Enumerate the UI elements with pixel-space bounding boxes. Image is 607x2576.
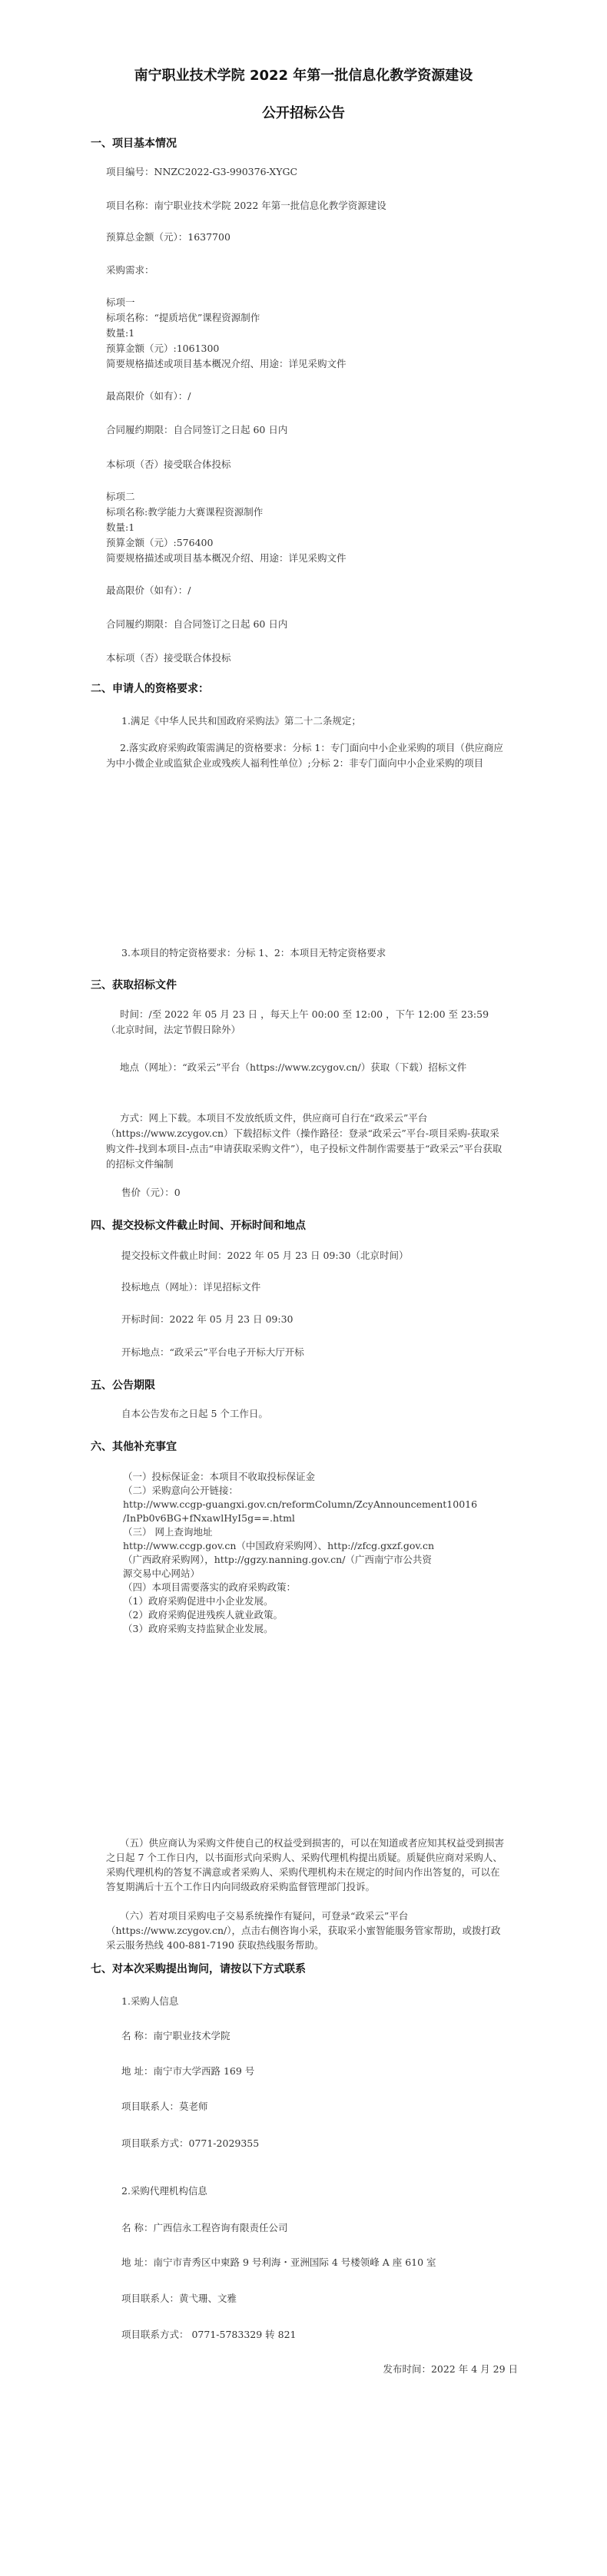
release-date: 发布时间：2022 年 4 月 29 日 <box>383 2363 518 2375</box>
agency-info-title: 2.采购代理机构信息 <box>121 2185 207 2197</box>
intent-link[interactable]: http://www.ccgp-guangxi.gov.cn/reformColumn/ZcyAnnouncement10016 <box>123 1498 478 1510</box>
qualification-item-1: 1.满足《中华人民共和国政府采购法》第二十二条规定； <box>121 715 361 727</box>
purchaser-address: 地 址：南宁市大学西路 169 号 <box>121 2065 255 2077</box>
obtain-time: 时间：/至 2022 年 05 月 23 日 ，每天上午 00:00 至 12:00 ，下午 12:00 至 23:59（北京时间，法定节假日除外） <box>106 1008 489 1035</box>
section-heading-5: 五、公告期限 <box>91 1379 155 1392</box>
project-name: 项目名称：南宁职业技术学院 2022 年第一批信息化教学资源建设 <box>106 200 386 211</box>
submission-deadline: 提交投标文件截止时间：2022 年 05 月 23 日 09:30（北京时间） <box>121 1250 409 1261</box>
policy-item: （1）政府采购促进中小企业发展。 <box>123 1595 274 1607</box>
supplement-line: 源交易中心网站） <box>123 1568 201 1579</box>
supplement-line: （三） 网上查询地址 <box>123 1526 213 1538</box>
section-heading-2: 二、申请人的资格要求： <box>91 683 209 695</box>
lot2-joint-bid: 本标项（否）接受联合体投标 <box>106 652 231 664</box>
document-price: 售价（元）：0 <box>121 1187 181 1198</box>
agency-name: 名 称：广西信永工程咨询有限责任公司 <box>121 2222 288 2233</box>
lot1-name: 标项名称：“提质培优”课程资源制作 <box>106 312 260 323</box>
purchaser-info-title: 1.采购人信息 <box>121 1995 179 2007</box>
submission-place: 投标地点（网址）：详见招标文件 <box>121 1281 261 1293</box>
lot1-period: 合同履约期限：自合同签订之日起 60 日内 <box>106 424 288 435</box>
lot2-budget: 预算金额（元）:576400 <box>106 537 214 548</box>
lot1-label: 标项一 <box>106 296 135 308</box>
agency-phone: 项目联系方式： 0771-5783329 转 821 <box>121 2329 297 2340</box>
qualification-item-3: 3.本项目的特定资格要求：分标 1、2：本项目无特定资格要求 <box>121 947 386 959</box>
policy-item: （2）政府采购促进残疾人就业政策。 <box>123 1609 283 1621</box>
purchaser-name: 名 称：南宁职业技术学院 <box>121 2030 231 2041</box>
budget-total: 预算总金额（元）：1637700 <box>106 231 231 243</box>
section-heading-4: 四、提交投标文件截止时间、开标时间和地点 <box>91 1220 306 1232</box>
agency-contact: 项目联系人：黄弋珊、文雅 <box>121 2293 237 2304</box>
section-heading-1: 一、项目基本情况 <box>91 137 177 150</box>
lot1-max-price: 最高限价（如有）：/ <box>106 390 191 402</box>
complaint-paragraph: （五）供应商认为采购文件使自己的权益受到损害的，可以在知道或者应知其权益受到损害之日起 7 个工作日内，以书面形式向采购人、采购代理机构提出质疑。质疑供应商对采购人、采购代理机构的答复不满意或者采购人、采购代理机构未在规定的时间内作出答复的，可以在答复期满后十五个工作日内向同级政府采购监督管理部门投诉。 <box>106 1837 505 1892</box>
lot1-joint-bid: 本标项（否）接受联合体投标 <box>106 459 231 470</box>
project-number: 项目编号：NNZC2022-G3-990376-XYGC <box>106 166 298 177</box>
lot1-budget: 预算金额（元）:1061300 <box>106 343 220 354</box>
notice-period: 自本公告发布之日起 5 个工作日。 <box>121 1408 268 1419</box>
page-title-line2: 公开招标公告 <box>262 105 345 121</box>
lot2-max-price: 最高限价（如有）：/ <box>106 584 191 596</box>
supplement-line: （二）采购意向公开链接： <box>123 1485 239 1496</box>
query-links-cont[interactable]: （广西政府采购网），http://ggzy.nanning.gov.cn/（广西南宁市公共资 <box>123 1554 432 1565</box>
lot2-description: 简要规格描述或项目基本概况介绍、用途：详见采购文件 <box>106 552 347 564</box>
obtain-place: 地点（网址）：“政采云”平台（https://www.zcygov.cn/）获取（下载）招标文件 <box>120 1061 467 1073</box>
supplement-line: （四）本项目需要落实的政府采购政策： <box>123 1581 297 1593</box>
page-title-line1: 南宁职业技术学院 2022 年第一批信息化教学资源建设 <box>134 68 473 84</box>
lot1-quantity: 数量:1 <box>106 327 135 339</box>
lot2-name: 标项名称:教学能力大赛课程资源制作 <box>106 506 264 518</box>
purchaser-phone: 项目联系方式：0771-2029355 <box>121 2137 260 2149</box>
system-help-paragraph: （六）若对项目采购电子交易系统操作有疑问，可登录“政采云”平台（https://www.zcygov.cn/），点击右侧咨询小采，获取采小蜜智能服务管家帮助，或拨打政采云服务热线 400-881-7190 获取热线服务帮助。 <box>106 1910 501 1951</box>
intent-link-cont[interactable]: /InPb0v6BG+fNxawlHyI5g==.html <box>123 1512 295 1524</box>
section-heading-7: 七、对本次采购提出询问，请按以下方式联系 <box>91 1963 306 1975</box>
opening-time: 开标时间：2022 年 05 月 23 日 09:30 <box>121 1313 294 1325</box>
requirement-label: 采购需求： <box>106 264 154 276</box>
query-links[interactable]: http://www.ccgp.gov.cn（中国政府采购网）、http://zfcg.gxzf.gov.cn <box>123 1540 435 1551</box>
supplement-line: （一）投标保证金：本项目不收取投标保证金 <box>123 1471 316 1482</box>
lot1-description: 简要规格描述或项目基本概况介绍、用途：详见采购文件 <box>106 358 347 369</box>
policy-item: （3）政府采购支持监狱企业发展。 <box>123 1623 274 1634</box>
purchaser-contact: 项目联系人：莫老师 <box>121 2101 208 2112</box>
lot2-quantity: 数量:1 <box>106 521 135 533</box>
opening-place: 开标地点：“政采云”平台电子开标大厅开标 <box>121 1346 304 1358</box>
obtain-method: 方式：网上下载。本项目不发放纸质文件，供应商可自行在“政采云”平台（https://www.zcygov.cn）下载招标文件（操作路径：登录“政采云”平台-项目采购-获取采购文件-找到本项目-点击“申请获取采购文件”），电子投标文件制作需要基于“政采云”平台获取的招标文件编制 <box>106 1112 503 1170</box>
section-heading-3: 三、获取招标文件 <box>91 979 177 992</box>
agency-address: 地 址：南宁市青秀区中柬路 9 号利海・亚洲国际 4 号楼领峰 A 座 610 室 <box>121 2256 436 2268</box>
section-heading-6: 六、其他补充事宜 <box>91 1441 177 1453</box>
qualification-item-2: 2.落实政府采购政策需满足的资格要求：分标 1：专门面向中小企业采购的项目（供应商应为中小微企业或监狱企业或残疾人福利性单位）;分标 2：非专门面向中小企业采购的项目 <box>106 742 503 769</box>
lot2-period: 合同履约期限：自合同签订之日起 60 日内 <box>106 618 288 630</box>
lot2-label: 标项二 <box>106 491 135 502</box>
